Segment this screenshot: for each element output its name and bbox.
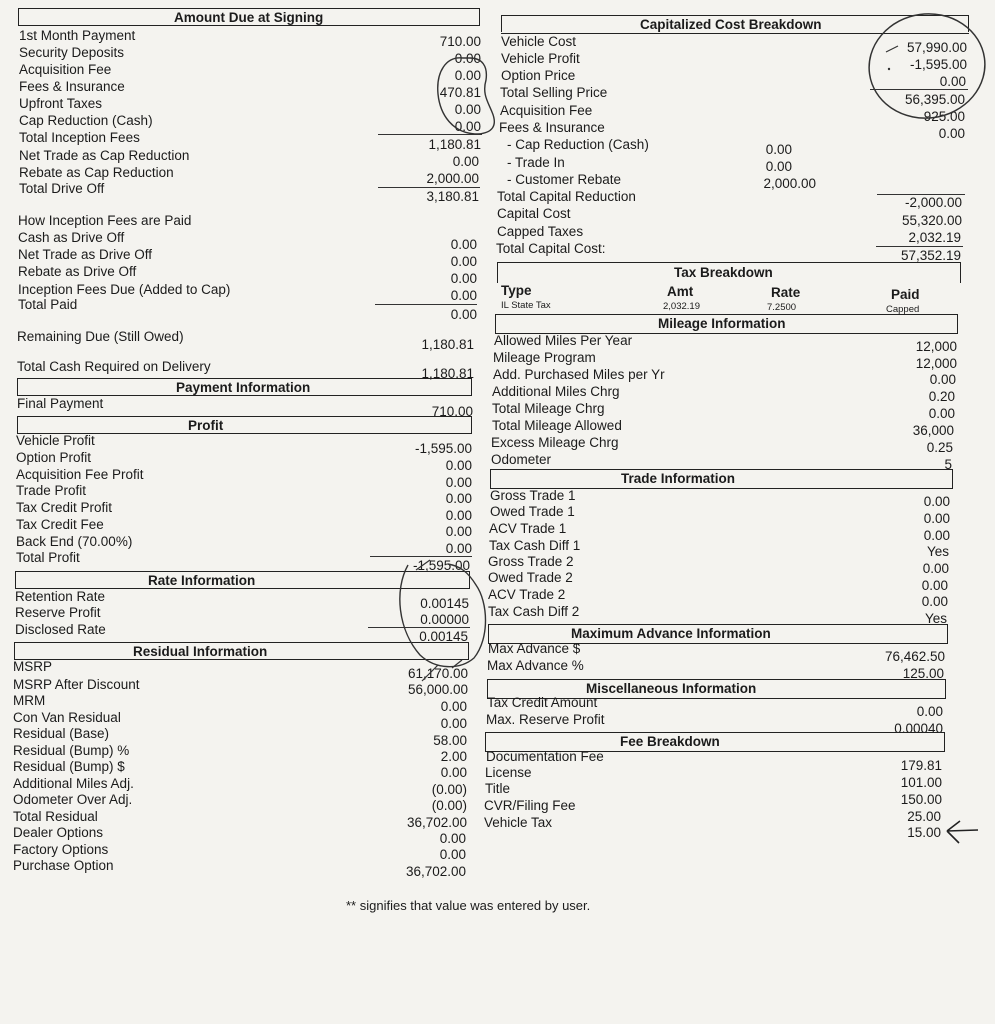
row-value: 0.00 <box>923 528 950 543</box>
tax-header <box>497 262 961 283</box>
row-value: 12,000 <box>915 356 957 371</box>
row-value: 0.00145 <box>419 629 468 644</box>
row-label: Option Profit <box>16 450 92 465</box>
row-label: Acquisition Fee Profit <box>16 467 144 482</box>
row-label: License <box>485 765 532 780</box>
row-label: Additional Miles Adj. <box>13 776 134 791</box>
row-label: Vehicle Cost <box>501 34 577 49</box>
row-value: 0.00 <box>450 307 477 322</box>
row-value: 470.81 <box>439 85 481 100</box>
row-value: 36,702.00 <box>405 864 466 879</box>
row-value: 36,702.00 <box>406 815 467 830</box>
row-value: 150.00 <box>900 792 942 807</box>
row-label: Odometer Over Adj. <box>13 792 133 807</box>
row-value: -1,595.00 <box>412 558 470 573</box>
row-value: 0.00 <box>440 699 467 714</box>
row-value: 0.00 <box>445 508 472 523</box>
row-label: Con Van Residual <box>13 710 121 725</box>
row-label: Owed Trade 1 <box>490 504 575 519</box>
row-value: 0.00 <box>440 765 467 780</box>
payment-info-title: Payment Information <box>176 380 311 395</box>
row-value: 0.00 <box>454 102 481 117</box>
row-label: Max Advance $ <box>488 641 581 656</box>
tax-amt: 2,032.19 <box>663 301 700 312</box>
row-value: 125.00 <box>902 666 944 681</box>
row-value: 0.00 <box>450 254 477 269</box>
row-label: Reserve Profit <box>15 605 101 620</box>
row-label: Rebate as Drive Off <box>18 264 137 279</box>
row-mid: 0.00 <box>765 159 792 174</box>
tax-rate: 7.2500 <box>767 302 797 313</box>
rate-info-title: Rate Information <box>148 573 256 588</box>
row-value: 0.00 <box>929 372 956 387</box>
tax-paid: Capped <box>886 304 920 315</box>
row-label: Mileage Program <box>493 350 596 365</box>
row-label: Capital Cost <box>497 206 571 221</box>
tax-type: IL State Tax <box>501 300 551 311</box>
row-label: - Cap Reduction (Cash) <box>507 137 649 152</box>
row-label: Odometer <box>491 452 552 467</box>
row-label: MSRP <box>13 659 53 674</box>
row-label: Trade Profit <box>16 483 87 498</box>
tax-col-rate: Rate <box>771 285 801 300</box>
row-label: - Trade In <box>507 155 565 170</box>
row-label: Documentation Fee <box>486 749 604 764</box>
row-label: Residual (Bump) % <box>13 743 130 758</box>
row-value: 55,320.00 <box>901 213 962 228</box>
row-label: Acquisition Fee <box>500 103 593 118</box>
row-label: How Inception Fees are Paid <box>18 213 192 228</box>
row-value: 0.00 <box>439 831 466 846</box>
row-value: 36,000 <box>912 423 954 438</box>
row-value: -2,000.00 <box>904 195 962 210</box>
row-value: 179.81 <box>900 758 942 773</box>
misc-title: Miscellaneous Information <box>586 681 757 696</box>
row-label: Tax Credit Profit <box>16 500 113 515</box>
row-label: Back End (70.00%) <box>16 534 133 549</box>
row-label: Title <box>485 781 511 796</box>
row-label: Purchase Option <box>13 858 114 873</box>
row-label: ACV Trade 1 <box>489 521 567 536</box>
row-label: Gross Trade 2 <box>488 554 574 569</box>
row-value: 0.00145 <box>420 596 469 611</box>
amount-due-title: Amount Due at Signing <box>174 10 324 25</box>
row-value: 2,000.00 <box>426 171 479 186</box>
row-label: MSRP After Discount <box>13 677 140 692</box>
row-label: Gross Trade 1 <box>490 488 576 503</box>
row-label: Total Profit <box>16 550 80 565</box>
row-label: Total Selling Price <box>500 85 608 100</box>
row-value: 3,180.81 <box>426 189 479 204</box>
row-value: Yes <box>926 544 949 559</box>
row-value: 56,000.00 <box>407 682 468 697</box>
max-advance-title: Maximum Advance Information <box>571 626 771 641</box>
row-label: Upfront Taxes <box>19 96 103 111</box>
final-payment-value: 710.00 <box>431 404 473 419</box>
fees-title: Fee Breakdown <box>620 734 720 749</box>
cap-cost-title: Capitalized Cost Breakdown <box>640 17 822 32</box>
total-cash-value: 1,180.81 <box>421 366 474 381</box>
row-label: Excess Mileage Chrg <box>491 435 619 450</box>
profit-header <box>17 416 472 433</box>
row-value: 0.00 <box>440 716 467 731</box>
row-label: Vehicle Profit <box>16 433 95 448</box>
row-label: ACV Trade 2 <box>488 587 566 602</box>
row-value: Yes <box>924 611 947 626</box>
footer-note: ** signifies that value was entered by user. <box>346 898 591 913</box>
row-value: 0.00 <box>454 51 481 66</box>
row-label: Security Deposits <box>19 45 125 60</box>
row-label: Dealer Options <box>13 825 104 840</box>
row-value: 58.00 <box>433 733 467 748</box>
row-label: Rebate as Cap Reduction <box>19 165 174 180</box>
row-value: 2.00 <box>440 749 467 764</box>
row-value: 0.00 <box>445 541 472 556</box>
remaining-due-label: Remaining Due (Still Owed) <box>17 329 184 344</box>
row-value: 0.00 <box>916 704 943 719</box>
mileage-header <box>495 314 958 334</box>
row-value: 76,462.50 <box>884 649 945 664</box>
row-value: 5 <box>944 457 952 472</box>
row-value: 0.00 <box>450 271 477 286</box>
row-value: 12,000 <box>915 339 957 354</box>
row-value: 57,352.19 <box>900 248 961 263</box>
row-label: Factory Options <box>13 842 109 857</box>
row-label: Tax Cash Diff 1 <box>489 538 581 553</box>
row-label: Fees & Insurance <box>19 79 125 94</box>
row-label: Allowed Miles Per Year <box>494 333 633 348</box>
rate-info-header <box>15 571 470 588</box>
row-value: 0.00 <box>445 475 472 490</box>
amount-due-header <box>18 8 480 25</box>
ink-arrow-vehicle-tax <box>947 821 978 843</box>
row-label: Add. Purchased Miles per Yr <box>493 367 665 382</box>
row-value: 0.00 <box>450 237 477 252</box>
row-value: 710.00 <box>439 34 481 49</box>
payment-info-header <box>17 378 472 395</box>
cap-cost-header <box>501 15 969 32</box>
total-cash-label: Total Cash Required on Delivery <box>17 359 211 374</box>
row-value: 0.00 <box>922 561 949 576</box>
row-value: 0.00 <box>923 494 950 509</box>
row-label: Inception Fees Due (Added to Cap) <box>18 282 231 297</box>
row-label: Residual (Bump) $ <box>13 759 125 774</box>
tax-col-paid: Paid <box>891 287 920 302</box>
row-value: 0.00 <box>921 594 948 609</box>
row-label: Total Mileage Allowed <box>492 418 622 433</box>
row-label: Total Mileage Chrg <box>492 401 605 416</box>
tax-col-amt: Amt <box>667 284 694 299</box>
row-value: 0.20 <box>928 389 955 404</box>
row-mid: 2,000.00 <box>763 176 816 191</box>
row-value: 0.00 <box>454 119 481 134</box>
row-value: 101.00 <box>900 775 942 790</box>
row-label: Total Capital Reduction <box>497 189 636 204</box>
row-label: Net Trade as Drive Off <box>18 247 153 262</box>
row-value: 0.00 <box>928 406 955 421</box>
row-label: Retention Rate <box>15 589 106 604</box>
row-label: Total Capital Cost: <box>496 241 606 256</box>
remaining-due-value: 1,180.81 <box>421 337 474 352</box>
row-label: Total Inception Fees <box>19 130 140 145</box>
final-payment-label: Final Payment <box>17 396 104 411</box>
row-label: Net Trade as Cap Reduction <box>19 148 190 163</box>
row-label: CVR/Filing Fee <box>484 798 576 813</box>
row-mid: 0.00 <box>765 142 792 157</box>
tax-title: Tax Breakdown <box>674 265 773 280</box>
row-label: Cash as Drive Off <box>18 230 125 245</box>
row-value: 0.00 <box>454 68 481 83</box>
row-label: Acquisition Fee <box>19 62 112 77</box>
row-label: Tax Cash Diff 2 <box>488 604 580 619</box>
row-label: Max. Reserve Profit <box>486 712 605 727</box>
row-label: Max Advance % <box>487 658 584 673</box>
row-label: 1st Month Payment <box>19 28 136 43</box>
row-value: 0.00 <box>445 458 472 473</box>
row-value: 0.00000 <box>420 612 469 627</box>
residual-info-header <box>14 642 469 659</box>
row-value: 0.00 <box>445 491 472 506</box>
row-value: -1,595.00 <box>909 57 967 72</box>
row-value: 25.00 <box>907 809 941 824</box>
row-value: 56,395.00 <box>904 92 965 107</box>
row-label: Total Drive Off <box>19 181 105 196</box>
row-value: 0.00 <box>923 511 950 526</box>
row-value: 0.00 <box>445 524 472 539</box>
row-label: Total Paid <box>18 297 78 312</box>
row-label: Residual (Base) <box>13 726 110 741</box>
row-label: Cap Reduction (Cash) <box>19 113 153 128</box>
row-value: 0.00 <box>450 288 477 303</box>
trade-header <box>490 469 953 489</box>
row-value: (0.00) <box>431 798 467 813</box>
row-label: Option Price <box>501 68 576 83</box>
row-value: 2,032.19 <box>908 230 961 245</box>
row-label: Vehicle Profit <box>501 51 580 66</box>
row-value: 0.25 <box>926 440 953 455</box>
row-label: Additional Miles Chrg <box>492 384 620 399</box>
row-label: Tax Credit Amount <box>487 695 598 710</box>
row-value: 15.00 <box>907 825 941 840</box>
row-value: 0.00 <box>938 126 965 141</box>
row-value: 0.00 <box>921 578 948 593</box>
row-label: MRM <box>13 693 46 708</box>
mileage-title: Mileage Information <box>658 316 786 331</box>
row-value: 925.00 <box>923 109 965 124</box>
row-value: 57,990.00 <box>906 40 967 55</box>
row-value: (0.00) <box>431 782 467 797</box>
row-label: Total Residual <box>13 809 98 824</box>
row-value: 61,170.00 <box>407 666 468 681</box>
residual-info-title: Residual Information <box>133 644 268 659</box>
row-label: Owed Trade 2 <box>488 570 573 585</box>
row-label: Disclosed Rate <box>15 622 106 637</box>
row-value: 0.00 <box>452 154 479 169</box>
row-value: -1,595.00 <box>414 441 472 456</box>
row-label: Vehicle Tax <box>484 815 553 830</box>
profit-title: Profit <box>188 418 224 433</box>
row-value: 1,180.81 <box>428 137 481 152</box>
tax-col-type: Type <box>501 283 532 298</box>
row-label: Capped Taxes <box>497 224 584 239</box>
row-value: 0.00040 <box>894 721 943 736</box>
row-label: Fees & Insurance <box>499 120 605 135</box>
row-label: - Customer Rebate <box>507 172 622 187</box>
row-value: 0.00 <box>439 847 466 862</box>
row-value: 0.00 <box>939 74 966 89</box>
trade-title: Trade Information <box>621 471 736 486</box>
row-label: Tax Credit Fee <box>16 517 104 532</box>
